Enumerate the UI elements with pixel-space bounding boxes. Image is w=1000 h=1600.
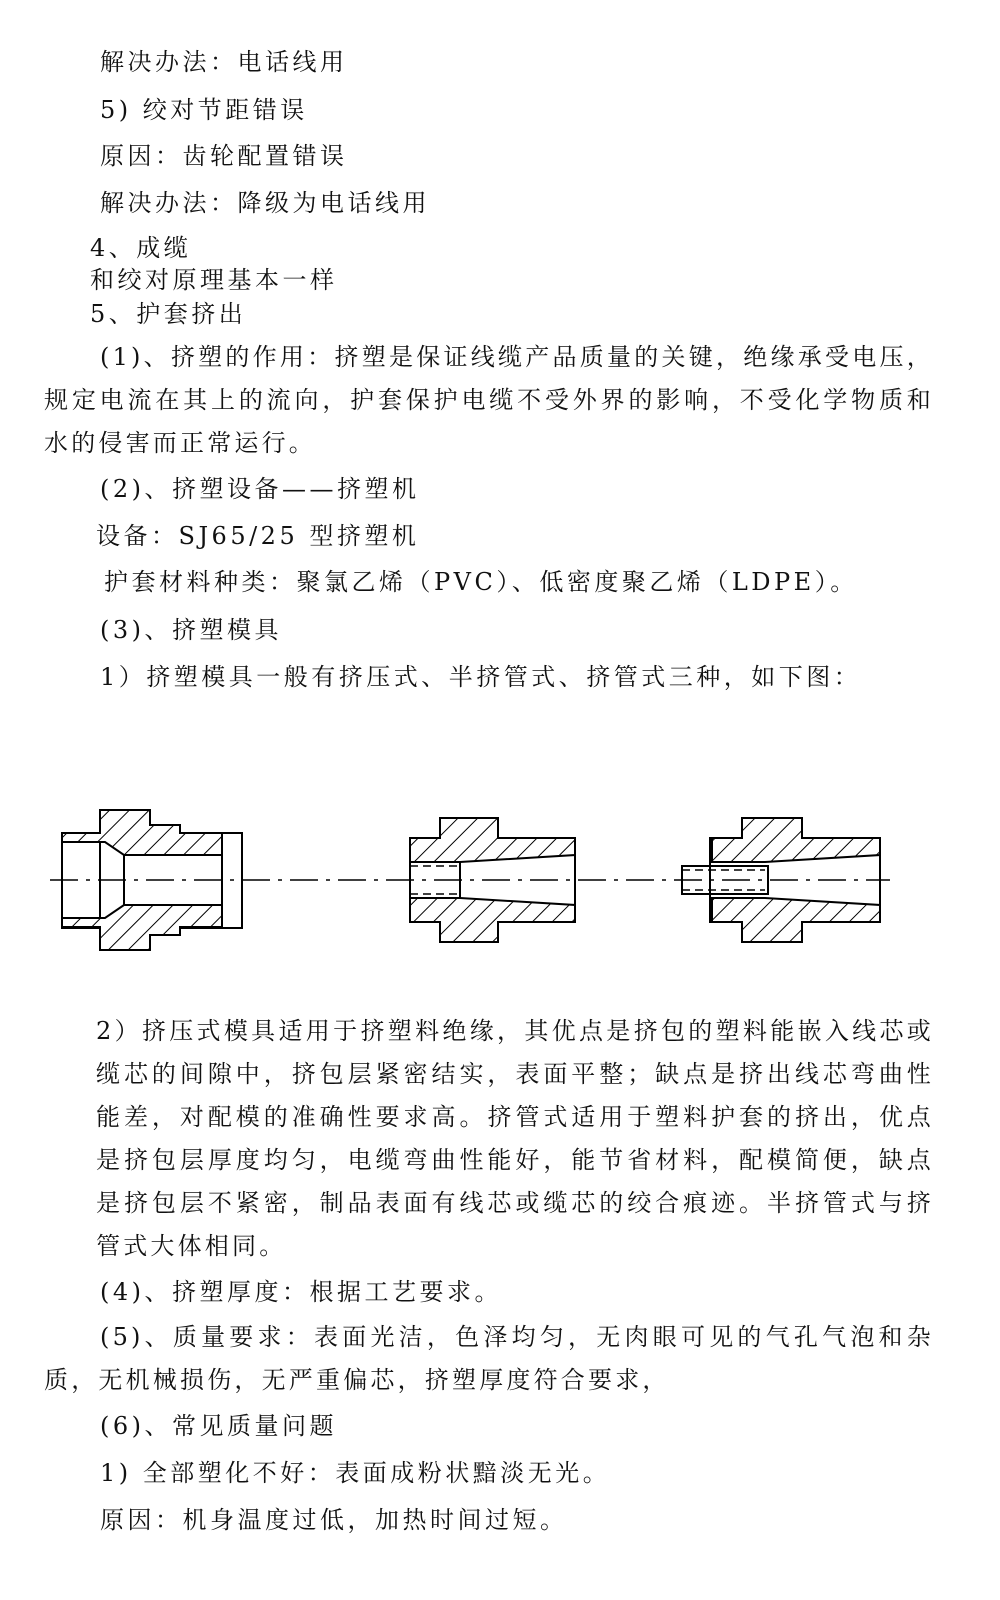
text-line: 1）挤塑模具一般有挤压式、半挤管式、挤管式三种，如下图： — [100, 663, 862, 691]
text-line: (6)、常见质量问题 — [100, 1412, 337, 1440]
text-line: 和绞对原理基本一样 — [90, 266, 338, 294]
text-line: 原因：机身温度过低，加热时间过短。 — [100, 1506, 568, 1534]
text-line: 解决办法：电话线用 — [100, 48, 348, 76]
text-line: 原因：齿轮配置错误 — [100, 142, 348, 170]
section-heading: 5、护套挤出 — [90, 300, 247, 328]
text-line: (2)、挤塑设备——挤塑机 — [100, 475, 420, 503]
section-heading: 4、成缆 — [90, 234, 192, 262]
paragraph-quality-requirements: (5)、质量要求：表面光洁，色泽均匀，无肉眼可见的气孔气泡和杂质，无机械损伤，无严重偏芯，挤塑厚度符合要求， — [44, 1323, 934, 1394]
text-line: 1) 全部塑化不好：表面成粉状黯淡无光。 — [100, 1459, 611, 1487]
text-line: 5) 绞对节距错误 — [100, 96, 308, 124]
paragraph-extrusion-function: (1)、挤塑的作用：挤塑是保证线缆产品质量的关键，绝缘承受电压，规定电流在其上的流向，护套保护电缆不受外界的影响，不受化学物质和水的侵害而正常运行。 — [44, 343, 934, 457]
text-line: 解决办法：降级为电话线用 — [100, 189, 430, 217]
text-line: 护套材料种类：聚氯乙烯（PVC）、低密度聚乙烯（LDPE）。 — [104, 568, 858, 596]
text-line: 设备：SJ65/25 型挤塑机 — [96, 522, 420, 550]
extrusion-dies-figure — [40, 780, 960, 980]
text-line: (3)、挤塑模具 — [100, 616, 282, 644]
paragraph-die-comparison: 2）挤压式模具适用于挤塑料绝缘，其优点是挤包的塑料能嵌入线芯或缆芯的间隙中，挤包层紧密结实，表面平整；缺点是挤出线芯弯曲性能差，对配模的准确性要求高。挤管式适用于塑料护套的挤出，优点是挤包层厚度均匀，电缆弯曲性能好，能节省材料，配模简便，缺点是挤包层不紧密，制品表面有线芯或缆芯的绞合痕迹。半挤管式与挤管式大体相同。 — [96, 1017, 934, 1260]
text-line: (4)、挤塑厚度：根据工艺要求。 — [100, 1278, 502, 1306]
